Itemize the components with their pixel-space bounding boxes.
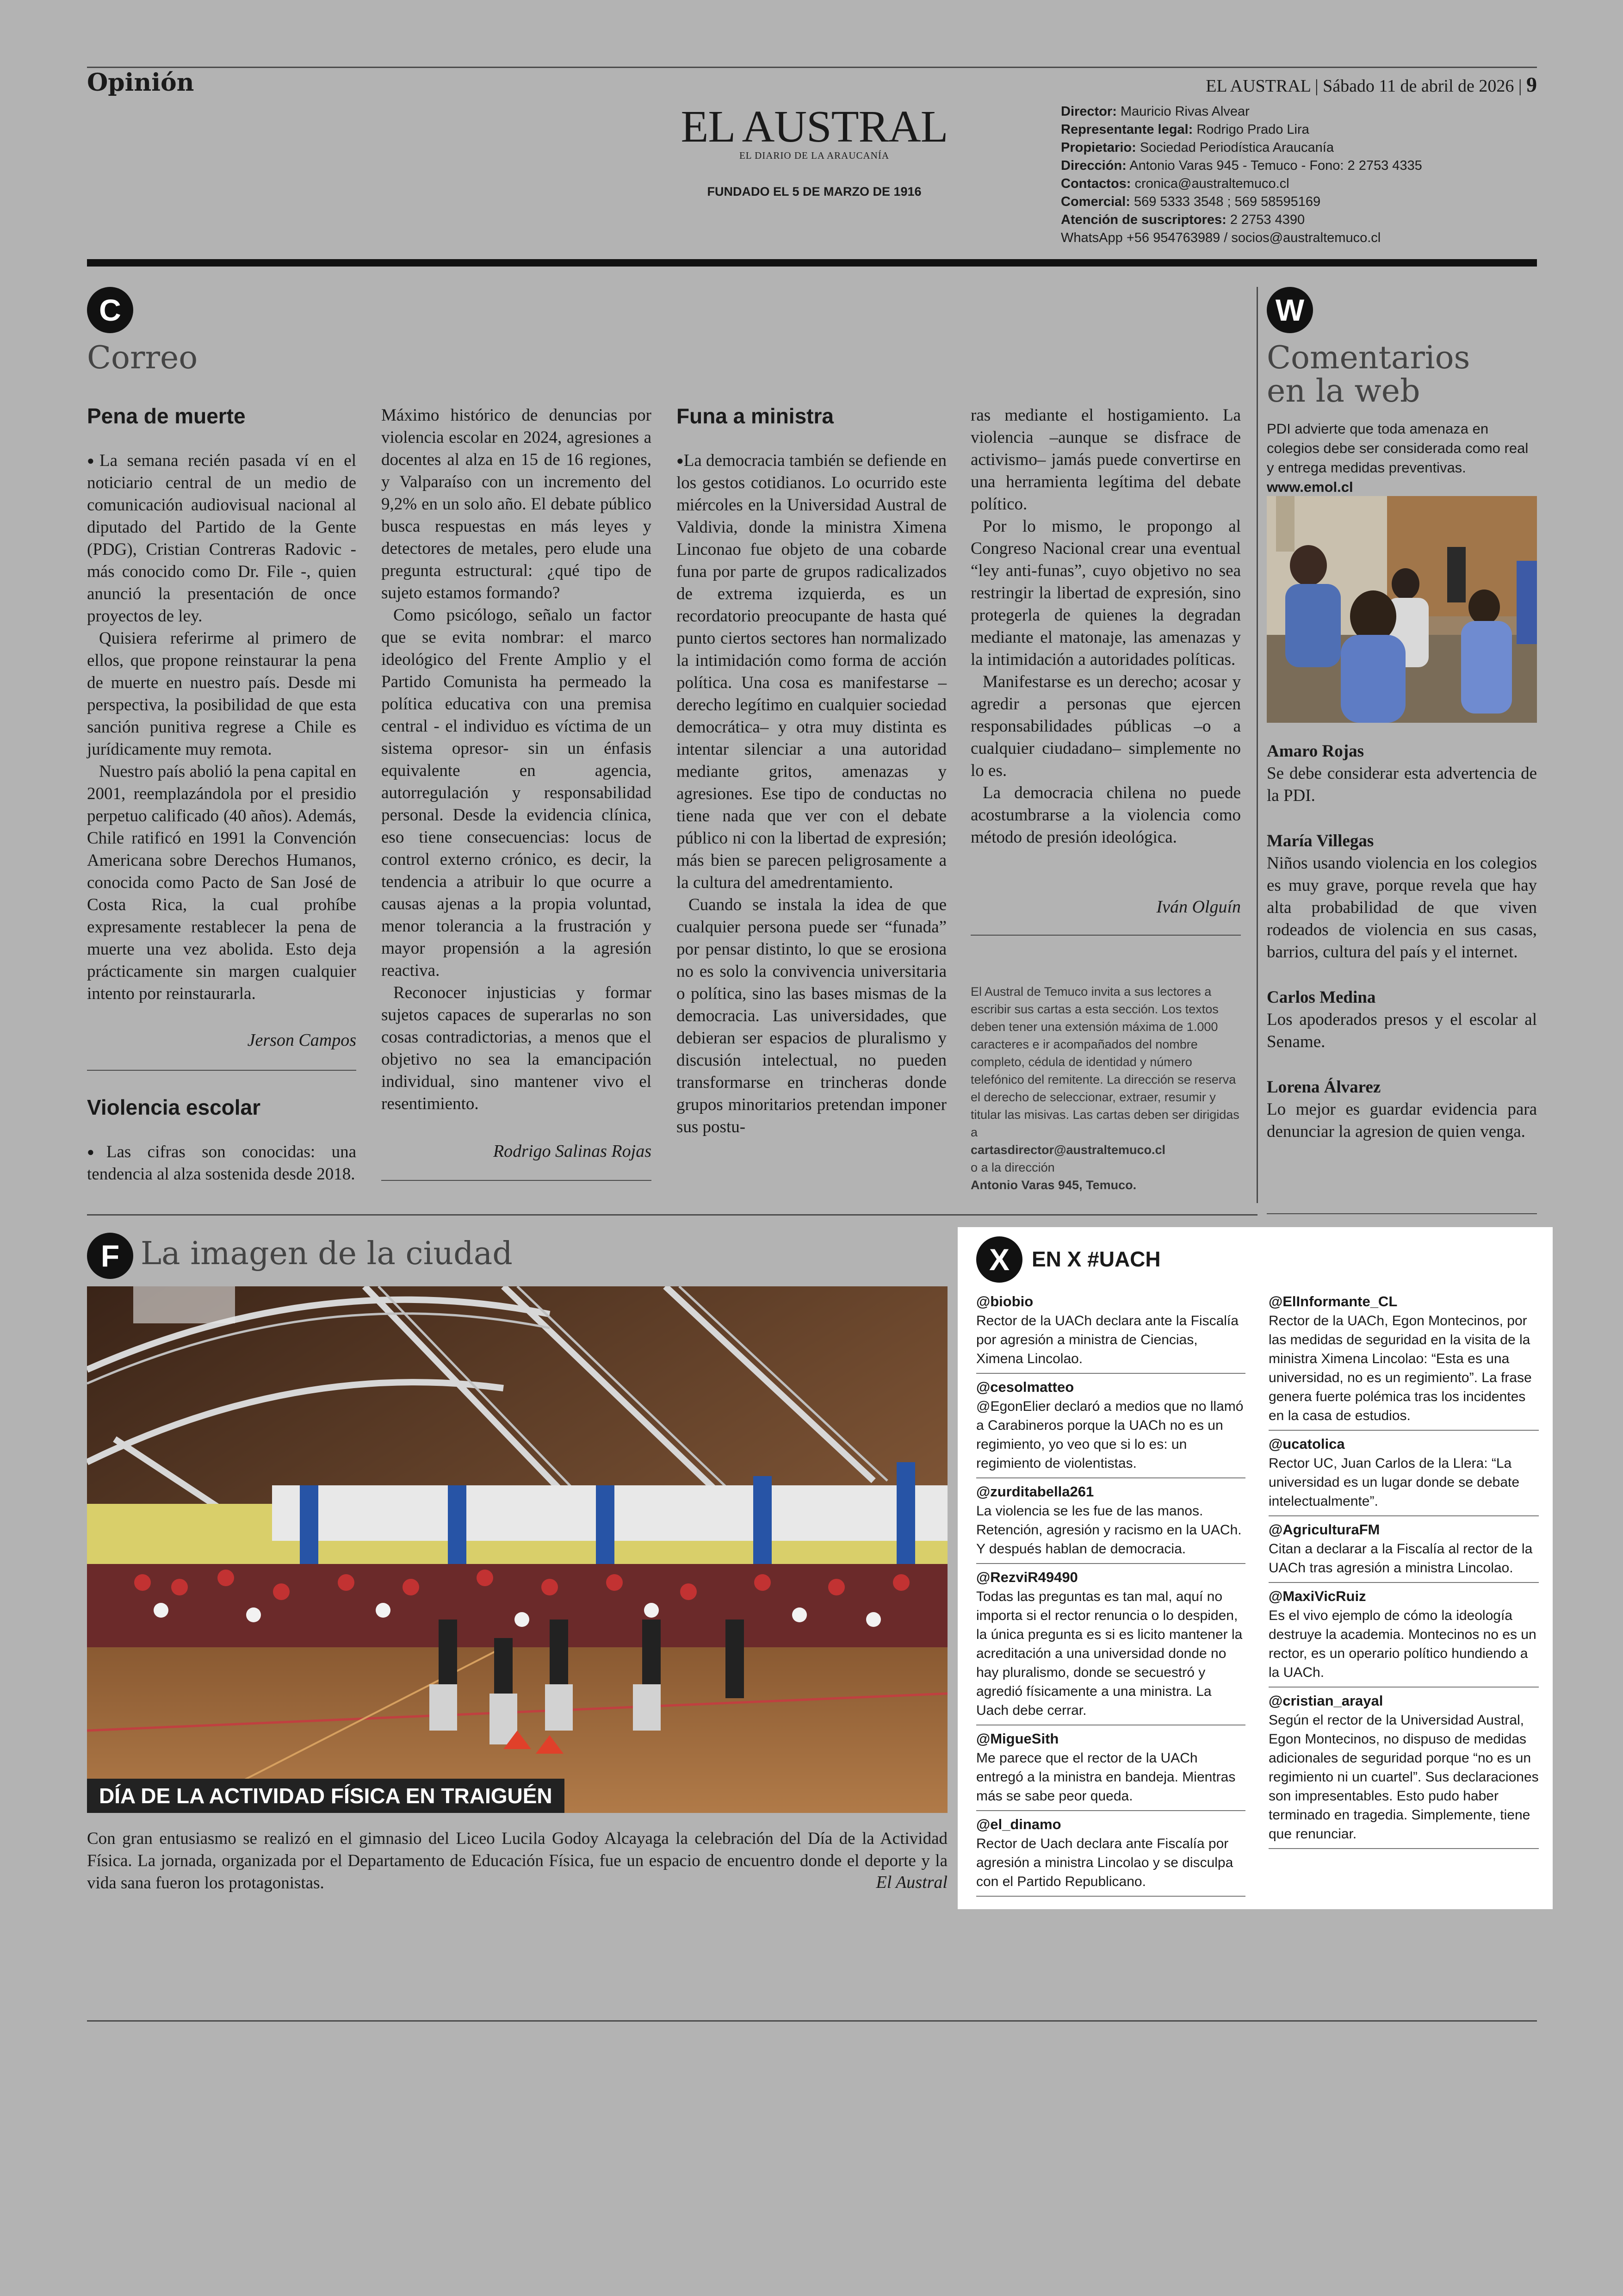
staff-row xyxy=(1061,193,1528,211)
masthead-title: EL AUSTRAL xyxy=(681,102,948,152)
x-post-text: Rector de la UACh, Egon Montecinos, por las medidas de seguridad en la visita de la ministra Ximena Lincolao: “Esta es una universidad, no es un regimiento”. La frase genera fuerte polémica tras los incidentes en la casa de estudios. xyxy=(1269,1311,1539,1431)
x-box xyxy=(958,1227,1553,1909)
web-comment-text: Los apoderados presos y el escolar al Sename. xyxy=(1267,1010,1537,1051)
city-photo xyxy=(87,1286,948,1813)
letter-paragraph: La democracia chilena no puede acostumbrarse a la violencia como método de presión ideológica. xyxy=(971,783,1241,847)
letter1-body xyxy=(87,450,356,1005)
notice-address: Antonio Varas 945, Temuco. xyxy=(971,1178,1137,1192)
letter-paragraph: Máximo histórico de denuncias por violencia escolar en 2024, agresiones a docentes al alza en 15 de 16 regiones, y Valparaíso con un incremento del 9,2% en un solo año. El debate público busca respuestas en más leyes y detectores de metales, pero elude una pregunta estructural: ¿qué tipo de sujeto estamos formando? xyxy=(381,406,651,602)
letter-paragraph-wrap xyxy=(676,450,947,894)
staff-row xyxy=(1061,139,1528,157)
page-number: 9 xyxy=(1526,73,1537,96)
x-post xyxy=(976,1292,1245,1374)
letter-paragraph: La democracia también se defiende en los gestos cotidianos. Lo ocurrido este miércoles en la Universidad Austral de Valdivia, donde la ministra Ximena Linconao fue objeto de una cobarde funa por parte de grupos radicalizados de extrema izquierda, es un recordatorio preocupante de hasta qué punto ciertos sectores han normalizado la intimidación como forma de acción política. Una cosa es manifestarse –derecho legítimo en cualquier sociedad democrática– y otra muy distinta es intentar silenciar a una autoridad mediante gritos, amenazas y agresiones. Ese tipo de conductas no tiene nada que ver con el debate público ni con la libertad de expresión; más bien se parecen peligrosamente a la cultura del amedrentamiento. xyxy=(676,451,947,892)
city-photo-banner: DÍA DE LA ACTIVIDAD FÍSICA EN TRAIGUÉN xyxy=(87,1779,564,1813)
letter-paragraph: Cuando se instala la idea de que cualquier persona puede ser “funada” por pensar distinto, lo que se erosiona no es solo la convivencia universitaria o política, sino las bases mismas de la democracia. Las universidades, que debieran ser espacios de pluralismo y discusión intelectual, no pueden transformarse en trincheras donde grupos minoritarios pretendan imponer sus postu- xyxy=(676,895,947,1136)
staff-value: Sociedad Periodística Araucanía xyxy=(1140,140,1334,155)
letter-paragraph: Por lo mismo, le propongo al Congreso Nacional crear una eventual “ley anti-funas”, cuyo objetivo no sea restringir la libertad de expresión, sino protegerla de quienes la degradan mediante el matonaje, las amenazas y la intimidación a autoridades políticas. xyxy=(971,517,1241,669)
bullet-icon: ● xyxy=(87,454,100,467)
staff-box xyxy=(1061,103,1528,247)
staff-label: Propietario: xyxy=(1061,140,1136,155)
staff-row xyxy=(1061,157,1528,175)
letter2-rule xyxy=(381,1180,651,1181)
city-image-icon: F xyxy=(87,1233,133,1279)
city-caption-text: Con gran entusiasmo se realizó en el gimnasio del Liceo Lucila Godoy Alcayaga la celebración del Día de la Actividad Física. La jornada, organizada por el Departamento de Educación Física, fue un espacio de encuentro donde el deporte y la vida sana fueron los protagonistas. xyxy=(87,1829,948,1893)
staff-row xyxy=(1061,175,1528,193)
staff-label: Dirección: xyxy=(1061,158,1127,173)
footer-rule xyxy=(87,2020,1537,2022)
masthead-founded: FUNDADO EL 5 DE MARZO DE 1916 xyxy=(707,185,922,199)
web-comment xyxy=(1267,740,1537,807)
header-thick-rule xyxy=(87,259,1537,267)
x-post xyxy=(1269,1292,1539,1431)
web-comment-text: Se debe considerar esta advertencia de la PDI. xyxy=(1267,764,1537,805)
web-comment-author: Lorena Álvarez xyxy=(1267,1078,1381,1097)
web-title xyxy=(1267,341,1470,408)
letter1-signature: Jerson Campos xyxy=(247,1030,356,1050)
letter3-signature: Iván Olguín xyxy=(1156,897,1241,917)
x-post-handle[interactable]: @zurditabella261 xyxy=(976,1483,1094,1500)
web-intro-link[interactable]: www.emol.cl xyxy=(1267,479,1353,495)
web-photo xyxy=(1267,496,1537,723)
x-title: EN X #UACH xyxy=(1032,1247,1161,1271)
dateline: EL AUSTRAL | Sábado 11 de abril de 2026 | 9 xyxy=(1206,73,1537,96)
web-intro xyxy=(1267,419,1537,497)
x-post xyxy=(976,1378,1245,1478)
notice-or: o a la dirección xyxy=(971,1160,1055,1174)
staff-value: WhatsApp +56 954763989 / socios@australtemuco.cl xyxy=(1061,230,1381,245)
x-post-text: Es el vivo ejemplo de cómo la ideología destruye la academia. Montecinos no es un rector, es un operario político hundiendo a la UACh. xyxy=(1269,1606,1539,1688)
x-post-handle[interactable]: @biobio xyxy=(976,1293,1034,1309)
x-post-handle[interactable]: @AgriculturaFM xyxy=(1269,1521,1380,1538)
x-post-text: @EgonElier declaró a medios que no llamó a Carabineros porque la UACh no es un regimiento, yo veo que si lo es: un regimiento de violentistas. xyxy=(976,1397,1245,1478)
x-post xyxy=(1269,1691,1539,1849)
dateline-paper: EL AUSTRAL xyxy=(1206,76,1311,96)
letter1-title: Pena de muerte xyxy=(87,404,246,428)
letter-paragraph: ras mediante el hostigamiento. La violencia –aunque se disfrace de activismo– jamás puede convertirse en una herramienta legítima del debate político. xyxy=(971,406,1241,514)
web-title-line1: Comentarios xyxy=(1267,340,1470,376)
x-icon: X xyxy=(976,1236,1022,1283)
x-post-text: Rector de Uach declara ante Fiscalía por agresión a ministra Lincolao y se disculpa con el Partido Republicano. xyxy=(976,1834,1245,1897)
x-post xyxy=(1269,1587,1539,1688)
letter2-signature: Rodrigo Salinas Rojas xyxy=(493,1142,651,1161)
x-post xyxy=(976,1729,1245,1811)
web-comments-list xyxy=(1267,740,1537,1166)
staff-row xyxy=(1061,211,1528,229)
staff-value: Mauricio Rivas Alvear xyxy=(1120,104,1250,119)
staff-value: Rodrigo Prado Lira xyxy=(1196,122,1309,137)
x-post-text: Rector UC, Juan Carlos de la Llera: “La universidad es un lugar donde se debate intelectualmente”. xyxy=(1269,1454,1539,1516)
x-post-handle[interactable]: @el_dinamo xyxy=(976,1816,1061,1832)
section-label: Opinión xyxy=(87,68,194,97)
staff-value: 2 2753 4390 xyxy=(1230,212,1305,227)
letter-paragraph: Quisiera referirme al primero de ellos, que propone reinstaurar la pena de muerte en nuestro país. Desde mi perspectiva, la posibilidad de que esta sanción punitiva regrese a Chile es jurídicamente muy remota. xyxy=(87,629,356,759)
city-credit: El Austral xyxy=(876,1873,948,1892)
web-comment-text: Niños usando violencia en los colegios es muy grave, porque revela que hay alta probabilidad de que viven rodeados de violencia en sus casas, barrios, cultura del país y el internet. xyxy=(1267,854,1537,962)
city-image-title: La imagen de la ciudad xyxy=(141,1235,513,1272)
letter-paragraph: Nuestro país abolió la pena capital en 2001, reemplazándola por el presidio perpetuo calificado (40 años). Además, Chile ratificó en 1991 la Convención Americana sobre Derechos Humanos, conocida como Pacto de San José de Costa Rica, la cual prohíbe expresamente restablecer la pena de muerte una vez abolida. Esto deja prácticamente sin margen cualquier intento por reinstaurarla. xyxy=(87,762,356,1003)
letter3-body-col3 xyxy=(676,450,947,1138)
letter2-title: Violencia escolar xyxy=(87,1095,261,1119)
correo-icon: C xyxy=(87,287,133,333)
letter3-title: Funa a ministra xyxy=(676,404,834,428)
notice-text: El Austral de Temuco invita a sus lectores a escribir sus cartas a esta sección. Los textos deben tener una extensión máxima de 1.000 caracteres e ir acompañados del nombre completo, cédula de identidad y número telefónico del remitente. La dirección se reserva el derecho de seleccionar, extraer, resumir y titular las misivas. Las cartas deben ser dirigidas a xyxy=(971,985,1239,1139)
staff-label: Comercial: xyxy=(1061,194,1130,209)
staff-label: Contactos: xyxy=(1061,176,1131,191)
bullet-icon: ● xyxy=(676,454,684,467)
staff-value: 569 5333 3548 ; 569 58595169 xyxy=(1134,194,1321,209)
x-post-handle[interactable]: @ElInformante_CL xyxy=(1269,1293,1398,1309)
web-icon: W xyxy=(1267,287,1313,333)
x-post-handle[interactable]: @cristian_arayal xyxy=(1269,1693,1383,1709)
x-post xyxy=(1269,1520,1539,1583)
header-top-rule xyxy=(87,67,1537,68)
staff-label: Director: xyxy=(1061,104,1117,119)
notice-email[interactable]: cartasdirector@australtemuco.cl xyxy=(971,1143,1165,1157)
correo-title: Correo xyxy=(87,340,198,376)
x-post xyxy=(976,1482,1245,1564)
bullet-icon: ● xyxy=(87,1145,106,1159)
x-post xyxy=(976,1568,1245,1725)
x-right-column xyxy=(1269,1292,1539,1853)
x-post-text: Me parece que el rector de la UACh entregó a la ministra en bandeja. Mientras más se sabe peor queda. xyxy=(976,1749,1245,1811)
web-bottom-rule xyxy=(1267,1213,1537,1214)
letter-paragraph: Las cifras son conocidas: una tendencia al alza sostenida desde 2018. xyxy=(87,1142,356,1184)
letter-paragraph: Como psicólogo, señalo un factor que se evita nombrar: el marco ideológico del Frente Amplio y el Partido Comunista ha permeado la política educativa con una premisa central - el individuo es víctima de un sistema opresor- sin un énfasis equivalente en agencia, autorregulación y responsabilidad personal. Desde la evidencia clínica, eso tiene consecuencias: locus de control externo crónico, es decir, la tendencia a atribuir lo que ocurre a causas ajenas a la propia voluntad, menor tolerancia a la frustración y mayor propensión a la agresión reactiva. xyxy=(381,606,651,980)
letter2-body-col1 xyxy=(87,1141,356,1185)
staff-row xyxy=(1061,229,1528,247)
web-comment xyxy=(1267,830,1537,963)
x-post-handle[interactable]: @MaxiVicRuiz xyxy=(1269,1588,1366,1604)
letter1-rule xyxy=(87,1070,356,1071)
web-comment xyxy=(1267,987,1537,1053)
x-post-handle[interactable]: @ucatolica xyxy=(1269,1436,1345,1452)
letter-paragraph: Reconocer injusticias y formar sujetos capaces de superarlas no son cosas contradictorias, a menos que el objetivo no sea la emancipación individual, sino mantener vivo el resentimiento. xyxy=(381,983,651,1113)
letter2-body-col2 xyxy=(381,404,651,1115)
letter-paragraph: Manifestarse es un derecho; acosar y agredir a personas que ejercen responsabilidades públicas –o a cualquier ciudadano– simplemente no lo es. xyxy=(971,672,1241,780)
masthead-tagline: EL DIARIO DE LA ARAUCANÍA xyxy=(739,150,890,161)
web-comment-author: Amaro Rojas xyxy=(1267,742,1364,761)
x-post-text: Todas las preguntas es tan mal, aquí no importa si el rector renuncia o lo despiden, la única pregunta es si es licito mantener la acreditación a una universidad donde no hay pluralismo, donde se secuestró y agredió físicamente a una ministra. La Uach debe cerrar. xyxy=(976,1587,1245,1725)
x-post-handle[interactable]: @RezviR49490 xyxy=(976,1569,1078,1585)
dateline-date: Sábado 11 de abril de 2026 xyxy=(1323,76,1514,96)
letter3-rule xyxy=(971,935,1241,936)
letters-notice xyxy=(971,983,1241,1194)
x-post xyxy=(1269,1434,1539,1516)
web-comment-author: Carlos Medina xyxy=(1267,988,1376,1007)
x-post-handle[interactable]: @MigueSith xyxy=(976,1731,1059,1747)
x-post-handle[interactable]: @cesolmatteo xyxy=(976,1379,1074,1395)
letter-paragraph: La semana recién pasada ví en el noticiario central de un medio de comunicación audiovisual nacional al diputado del Partido de la Gente (PDG), Cristian Contreras Radovic - más conocido como Dr. File -, quien anunció la presentación de once proyectos de ley. xyxy=(87,451,356,626)
masthead xyxy=(638,101,990,199)
web-column-divider xyxy=(1257,287,1258,1203)
letter-paragraph-wrap xyxy=(87,1141,356,1185)
web-comment-author: María Villegas xyxy=(1267,832,1374,850)
x-post-text: Según el rector de la Universidad Austral, Egon Montecinos, no dispuso de medidas adicionales de seguridad porque “no es un regimiento ni un cuartel”. Sus declaraciones son impresentables. Esto pudo haber terminado en tragedia. Simplemente, tiene que renunciar. xyxy=(1269,1711,1539,1849)
staff-label: Atención de suscriptores: xyxy=(1061,212,1227,227)
x-post-text: La violencia se les fue de las manos. Retención, agresión y racismo en la UACh. Y después hablan de democracia. xyxy=(976,1502,1245,1564)
letter-paragraph-wrap xyxy=(87,450,356,627)
letter3-body-col4 xyxy=(971,404,1241,849)
web-comment-text: Lo mejor es guardar evidencia para denunciar la agresion de quien venga. xyxy=(1267,1100,1537,1141)
staff-value: Antonio Varas 945 - Temuco - Fono: 2 2753 4335 xyxy=(1129,158,1422,173)
x-post xyxy=(976,1815,1245,1897)
web-intro-text: PDI advierte que toda amenaza en colegios debe ser considerada como real y entrega medidas preventivas. xyxy=(1267,421,1529,476)
staff-value: cronica@australtemuco.cl xyxy=(1134,176,1289,191)
staff-row xyxy=(1061,121,1528,139)
web-title-line2: en la web xyxy=(1267,373,1420,410)
web-comment xyxy=(1267,1076,1537,1143)
x-post-text: Citan a declarar a la Fiscalía al rector de la UACh tras agresión a ministra Lincolao. xyxy=(1269,1539,1539,1583)
staff-row xyxy=(1061,103,1528,121)
staff-label: Representante legal: xyxy=(1061,122,1193,137)
x-post-text: Rector de la UACh declara ante la Fiscalía por agresión a ministra de Ciencias, Ximena Lincolao. xyxy=(976,1311,1245,1374)
x-left-column xyxy=(976,1292,1245,1900)
section-rule xyxy=(87,1214,1258,1216)
